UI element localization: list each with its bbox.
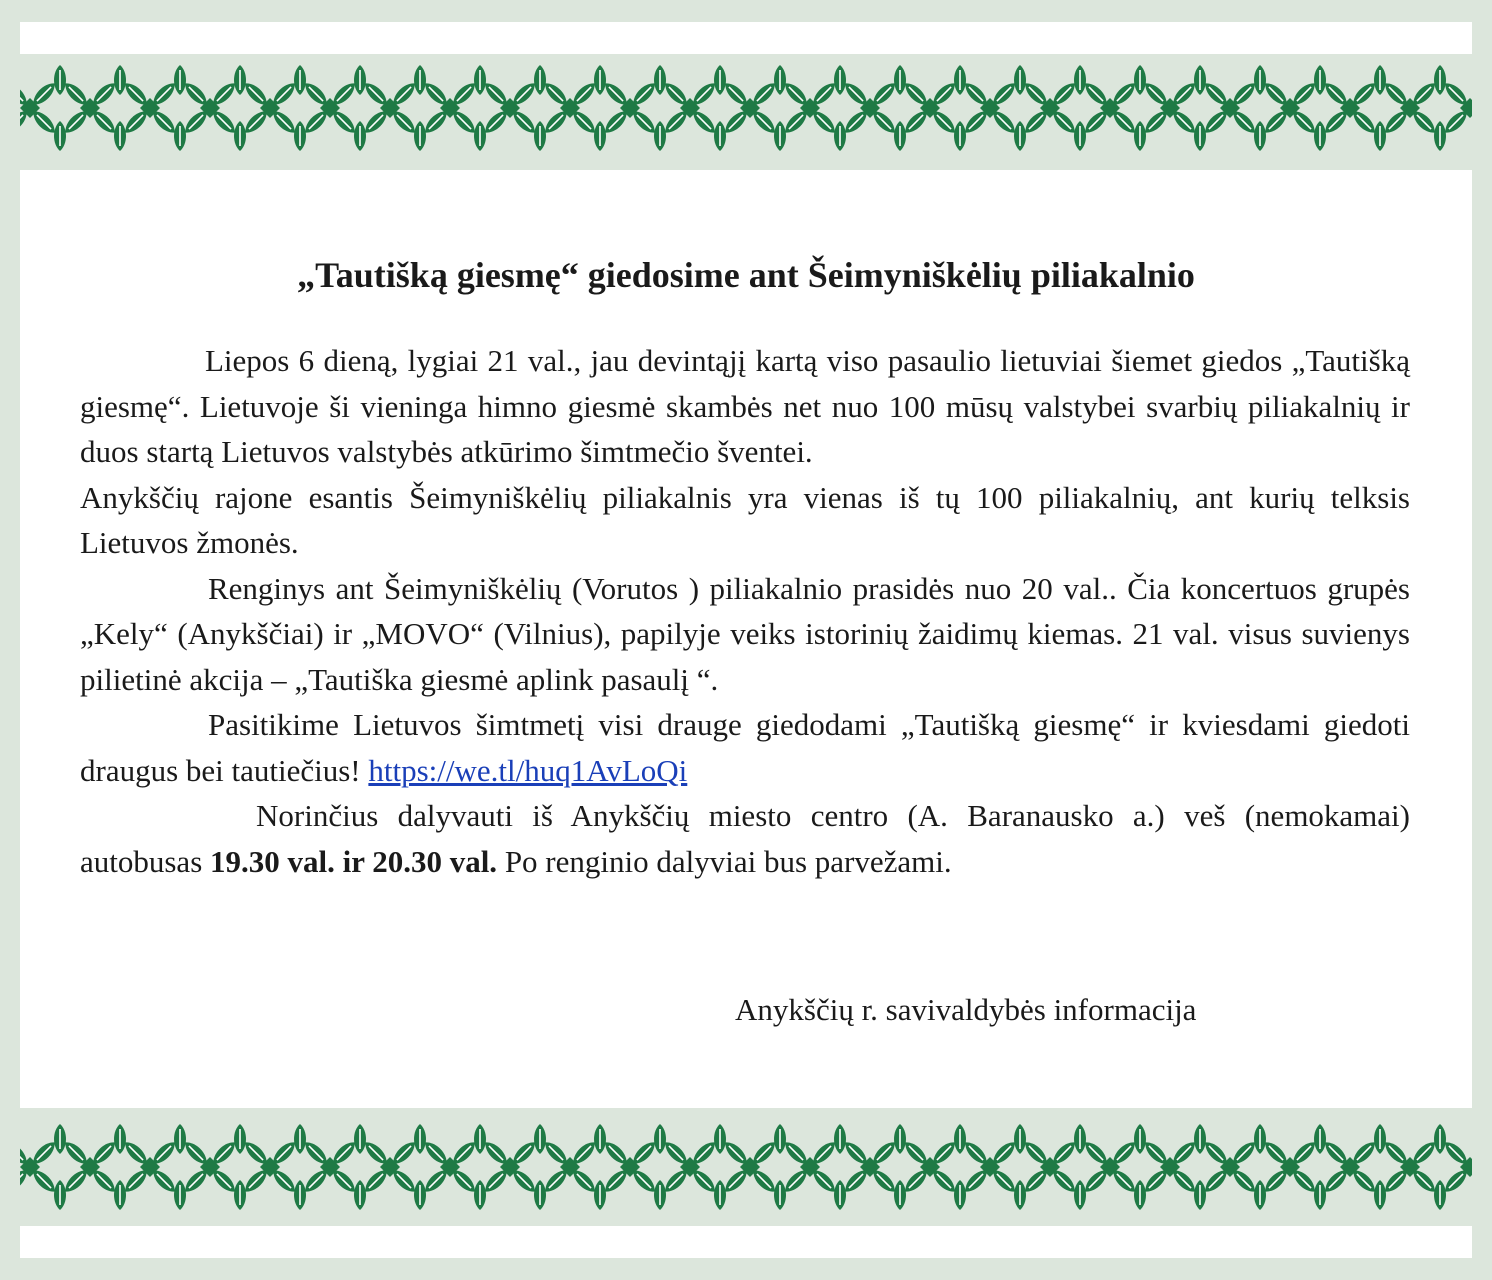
paragraph-3: Renginys ant Šeimyniškėlių (Vorutos ) piliakalnio prasidės nuo 20 val.. Čia koncertuos grupės „Kely“ (Anykščiai) ir „MOVO“ (Vilnius), papilyje veiks istorinių žaidimų kiemas. 21 val. visus suvienys pilietinė akcija – „Tautiška giesmė aplink pasaulį “. bbox=[80, 570, 1410, 697]
wetransfer-link[interactable]: https://we.tl/huq1AvLoQi bbox=[368, 752, 688, 788]
ornament-band-top bbox=[20, 63, 1472, 153]
paragraph-4-text: Pasitikime Lietuvos šimtmetį visi drauge giedodami „Tautišką giesmę“ ir kviesdami giedoti draugus bei tautiečius! bbox=[80, 707, 1410, 788]
paragraph-5 bbox=[80, 793, 1410, 884]
top-white-strip bbox=[20, 22, 1472, 54]
article-title: „Tautišką giesmę“ giedosime ant Šeimyniškėlių piliakalnio bbox=[297, 255, 1195, 295]
paragraph-1: Liepos 6 dieną, lygiai 21 val., jau devintąjį kartą viso pasaulio lietuviai šiemet giedos „Tautišką giesmę“. Lietuvoje ši vieninga himno giesmė skambės net nuo 100 mūsų valstybei svarbių piliakalnių ir duos startą Lietuvos valstybės atkūrimo šimtmečio šventei. bbox=[80, 343, 1410, 469]
paragraph-5-start: Norinčius dalyvauti iš Anykščių miesto centro (A. Baranausko a.) veš (nemokamai) autobusas bbox=[80, 798, 1410, 879]
paragraph-4 bbox=[80, 702, 1410, 793]
folk-ornament-icon bbox=[20, 1122, 1472, 1212]
announcement-panel bbox=[20, 170, 1472, 1108]
signature: Anykščių r. savivaldybės informacija bbox=[735, 992, 1197, 1027]
bottom-white-strip bbox=[20, 1226, 1472, 1258]
ornament-band-bottom bbox=[20, 1122, 1472, 1212]
paragraph-2: Anykščių rajone esantis Šeimyniškėlių piliakalnis yra vienas iš tų 100 piliakalnių, ant kurių telksis Lietuvos žmonės. bbox=[80, 479, 1410, 560]
folk-ornament-icon bbox=[20, 63, 1472, 153]
bus-times: 19.30 val. ir 20.30 val. bbox=[210, 843, 498, 879]
paragraph-5-end: Po renginio dalyviai bus parvežami. bbox=[497, 843, 952, 879]
article-body bbox=[80, 338, 1410, 884]
